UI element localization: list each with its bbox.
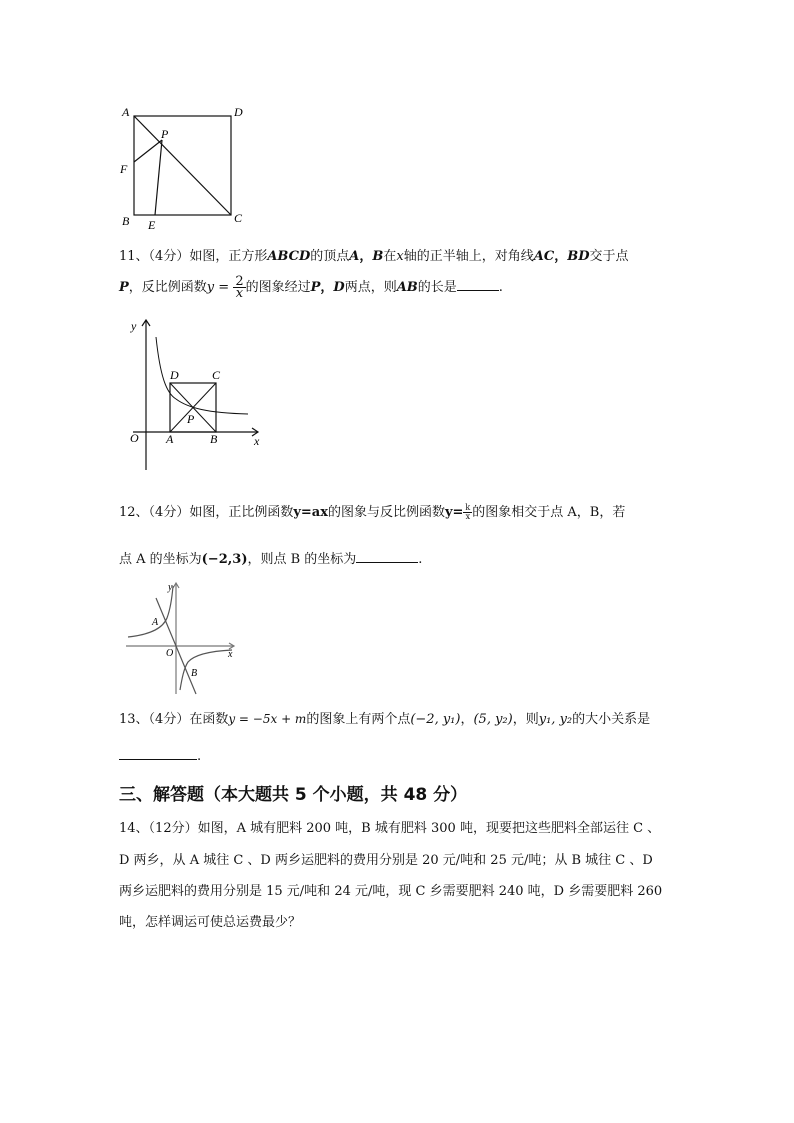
q12-text: ，则点 B 的坐标为 <box>247 552 357 567</box>
q11-text: 11、（4分）如图，正方形 <box>119 249 268 264</box>
q11-var: P <box>310 280 321 295</box>
hyperbola-branch-lower <box>180 650 232 690</box>
label-o: O <box>166 648 174 659</box>
denominator: x <box>235 286 244 301</box>
q12-text: 的图象相交于点 A，B，若 <box>472 505 626 520</box>
segment-fp <box>134 140 162 162</box>
q11-var: B <box>372 249 384 264</box>
q11-text: ， <box>359 249 373 264</box>
q11-text: . <box>498 280 503 295</box>
q11-text: 交于点 <box>589 249 629 264</box>
q11-text: ， <box>320 280 334 295</box>
graph-figure-q12 <box>122 578 242 698</box>
q13-text: 的大小关系是 <box>572 712 651 727</box>
q13-vars: y₁, y₂ <box>538 712 573 727</box>
numerator: 2 <box>235 274 244 289</box>
segment-pe <box>155 140 162 215</box>
label-f: F <box>120 162 128 176</box>
answer-blank[interactable] <box>457 278 499 291</box>
q13-function: y = −5x + m <box>228 712 307 726</box>
label-a: A <box>122 105 130 119</box>
q12-text: . <box>418 552 423 567</box>
question-14-line-1: 14、（12分）如图，A 城有肥料 200 吨，B 城有肥料 300 吨，现要把这些肥料全部运往 C 、 <box>119 821 661 836</box>
label-y: y <box>131 319 137 333</box>
q12-text: 12、（4分）如图，正比例函数 <box>119 505 294 520</box>
q12-text: 点 A 的坐标为 <box>119 552 202 567</box>
q13-text: 13、（4分）在函数 <box>119 712 229 727</box>
q11-text: 两点，则 <box>344 280 397 295</box>
q11-text: 的长是 <box>417 280 457 295</box>
q13-point-2: (5, y₂) <box>473 712 513 727</box>
graph-figure-q11 <box>118 315 268 475</box>
section-heading: 三、解答题（本大题共 5 个小题，共 48 分） <box>119 785 468 805</box>
q11-var: BD <box>567 249 590 264</box>
label-p: P <box>161 127 169 141</box>
square-figure-q10 <box>110 100 260 235</box>
q13-point-1: (−2, y₁) <box>410 712 461 727</box>
q12-coord: (−2,3) <box>201 552 248 567</box>
label-c: C <box>212 368 221 382</box>
label-a: A <box>152 617 159 628</box>
label-b: B <box>122 214 130 228</box>
hyperbola-branch-upper <box>128 586 173 637</box>
q11-text: ， <box>554 249 568 264</box>
fraction-2-over-x <box>233 276 245 299</box>
q11-text: 轴的正半轴上，对角线 <box>403 249 534 264</box>
answer-blank[interactable] <box>356 550 418 563</box>
question-14-line-2: D 两乡，从 A 城往 C 、D 两乡运肥料的费用分别是 20 元/吨和 25 元/吨；从 B 城往 C 、D <box>119 853 653 868</box>
question-11-line-1 <box>119 247 629 267</box>
q13-text: 的图象上有两个点 <box>306 712 411 727</box>
label-a: A <box>166 432 174 446</box>
q12-formula: y=ax <box>293 505 328 520</box>
q11-var: D <box>333 280 345 295</box>
question-12-line-2 <box>119 550 422 570</box>
q11-var: AC <box>533 249 555 264</box>
label-e: E <box>148 218 156 232</box>
q11-formula: y = <box>206 280 230 295</box>
q11-var: AB <box>396 280 418 295</box>
label-c: C <box>234 211 243 225</box>
answer-blank[interactable] <box>119 747 197 760</box>
question-11-line-2 <box>119 274 503 302</box>
fraction-k-over-x <box>463 504 472 521</box>
q13-text: . <box>197 749 202 764</box>
label-d: D <box>170 368 179 382</box>
q11-text: ，反比例函数 <box>128 280 207 295</box>
label-b: B <box>210 432 218 446</box>
question-13-line-2 <box>119 747 201 767</box>
q11-var: x <box>396 249 404 264</box>
label-x: x <box>228 649 233 660</box>
question-12-line-1 <box>119 502 625 524</box>
q11-text: 的图象经过 <box>245 280 311 295</box>
label-d: D <box>234 105 243 119</box>
diagonal-ac <box>134 116 231 215</box>
q12-text: 的图象与反比例函数 <box>327 505 445 520</box>
q11-square: ABCD <box>267 249 311 264</box>
label-b: B <box>191 668 198 679</box>
question-14-line-3: 两乡运肥料的费用分别是 15 元/吨和 24 元/吨，现 C 乡需要肥料 240 吨，D 乡需要肥料 260 <box>119 884 663 899</box>
q13-text: ， <box>460 712 474 727</box>
q11-var: A <box>349 249 360 264</box>
q11-var: P <box>119 280 129 295</box>
label-y: y <box>168 582 173 593</box>
denominator: x <box>465 512 471 521</box>
label-x: x <box>254 434 260 448</box>
q11-text: 的顶点 <box>310 249 350 264</box>
q11-text: 在 <box>383 249 397 264</box>
numerator: k <box>465 503 471 512</box>
q13-text: ，则 <box>512 712 539 727</box>
q12-formula: y= <box>444 505 464 520</box>
question-13-line-1 <box>119 709 650 730</box>
label-o: O <box>130 431 139 445</box>
label-p: P <box>187 412 195 426</box>
question-14-line-4: 吨，怎样调运可使总运费最少？ <box>119 915 302 930</box>
